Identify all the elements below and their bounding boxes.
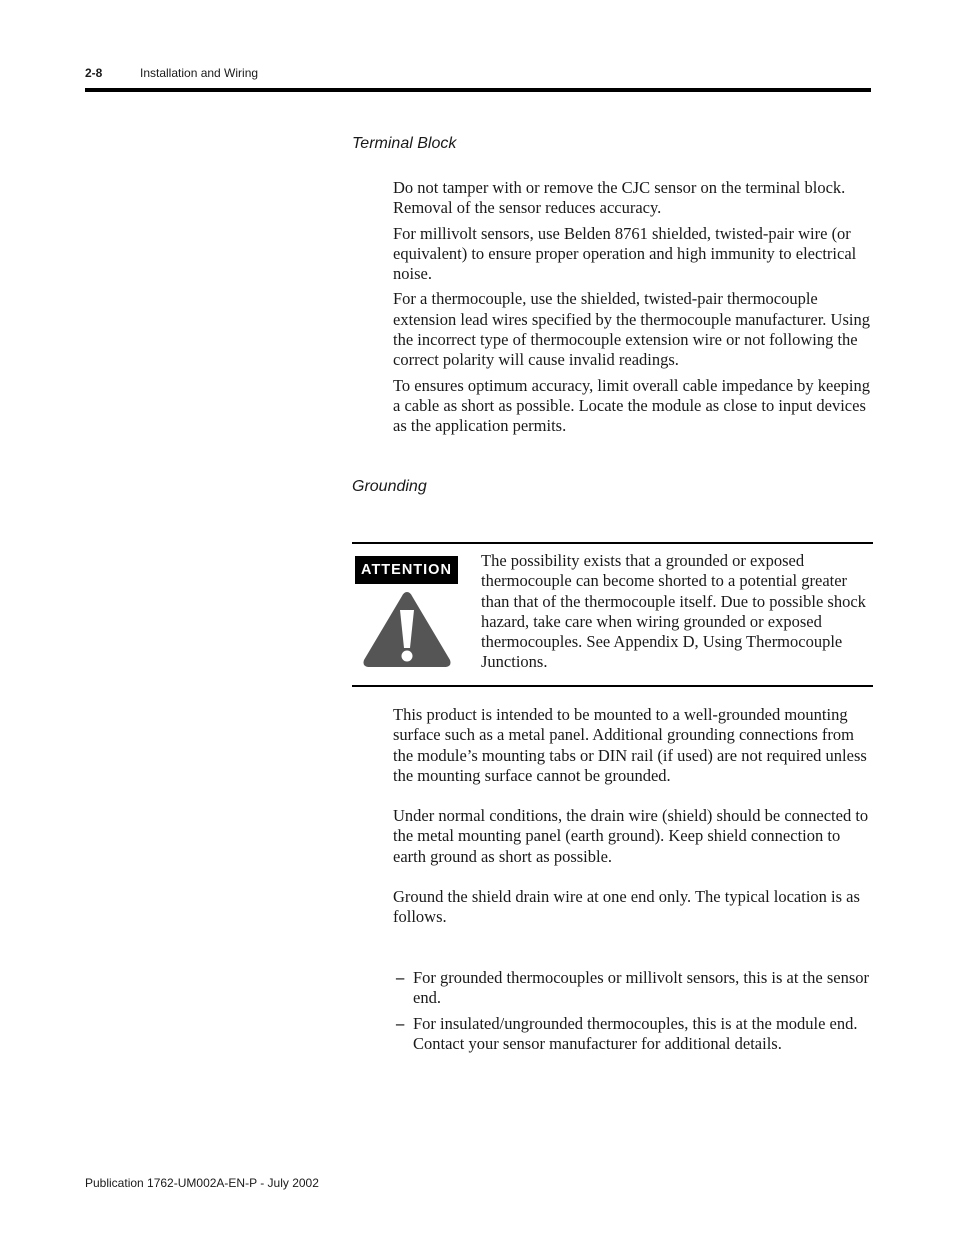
grounding-body <box>393 705 873 933</box>
list-item <box>393 1014 873 1055</box>
list-item-text: For insulated/ungrounded thermocouples, this is at the module end. Contact your sensor manufacturer for additional details. <box>413 1013 858 1053</box>
terminal-block-heading: Terminal Block <box>352 135 457 152</box>
list-marker: – <box>396 1013 405 1033</box>
list-marker: – <box>396 968 405 987</box>
paragraph: For a thermocouple, use the shielded, twisted-pair thermocouple extension lead wires specified by the thermocouple manufacturer. Using the incorrect type of thermocouple extension wire or not following the correct polarity will cause invalid readings. <box>393 289 870 370</box>
header-rule <box>85 88 871 92</box>
attention-bottom-rule <box>352 685 873 687</box>
list-item <box>393 968 873 1009</box>
section-title: Installation and Wiring <box>140 66 259 80</box>
warning-triangle-icon <box>361 588 453 670</box>
attention-text: The possibility exists that a grounded or exposed thermocouple can become shorted to a potential greater than that of the thermocouple itself. Due to possible shock hazard, take care when wiring grounded or exposed thermocouples. See Appendix D, Using Thermocouple Junctions. <box>481 551 866 672</box>
grounding-heading: Grounding <box>352 478 427 495</box>
terminal-block-body <box>393 178 873 442</box>
list-item-text: For grounded thermocouples or millivolt sensors, this is at the sensor end. <box>413 968 869 1008</box>
page-number: 2-8 <box>85 66 103 80</box>
paragraph: For millivolt sensors, use Belden 8761 shielded, twisted-pair wire (or equivalent) to ensure proper operation and high immunity to electrical noise. <box>393 223 857 284</box>
warning-exclamation-dot <box>402 651 413 662</box>
page-footer: Publication 1762-UM002A-EN-P - July 2002 <box>85 1176 319 1190</box>
attention-label: ATTENTION <box>355 556 458 584</box>
paragraph: This product is intended to be mounted to a well-grounded mounting surface such as a metal panel. Additional grounding connections from the module’s mounting tabs or DIN rail (if used) are not required unless the mounting surface cannot be grounded. <box>393 705 867 785</box>
paragraph: Do not tamper with or remove the CJC sensor on the terminal block. Removal of the sensor reduces accuracy. <box>393 178 846 218</box>
attention-top-rule <box>352 542 873 544</box>
paragraph: Under normal conditions, the drain wire (shield) should be connected to the metal mounting panel (earth ground). Keep shield connection to earth ground as short as possible. <box>393 806 869 866</box>
shield-location-list <box>393 968 873 1059</box>
paragraph: To ensures optimum accuracy, limit overall cable impedance by keeping a cable as short as possible. Locate the module as close to input devices as the application permits. <box>393 375 871 436</box>
paragraph: Ground the shield drain wire at one end only. The typical location is as follows. <box>393 887 860 927</box>
